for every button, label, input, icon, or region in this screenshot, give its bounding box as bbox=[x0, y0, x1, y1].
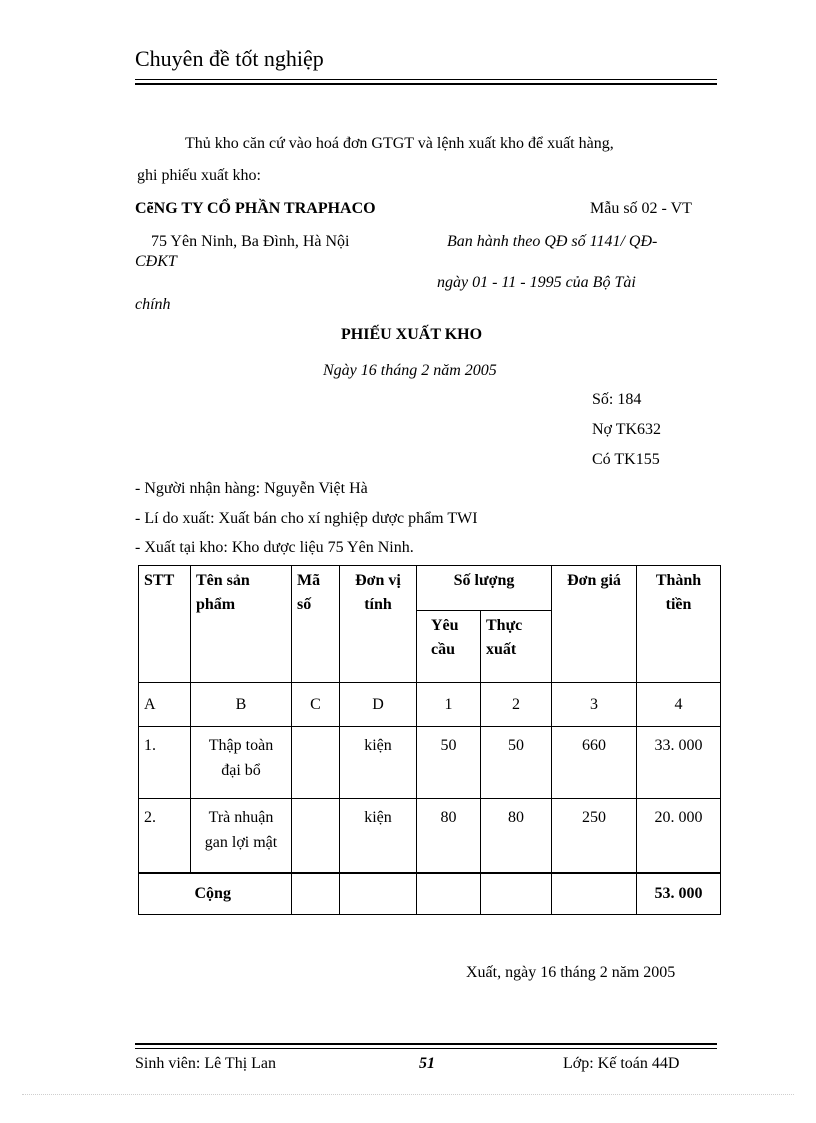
table-row bbox=[139, 727, 721, 799]
row-amount: 20. 000 bbox=[637, 799, 721, 873]
slip-number: Số: 184 bbox=[592, 391, 642, 408]
footer-page-number: 51 bbox=[419, 1055, 435, 1072]
total-label: Cộng bbox=[191, 873, 292, 915]
table-row bbox=[139, 799, 721, 873]
row-actual: 80 bbox=[481, 799, 552, 873]
row-product-name: Thập toàn đại bổ bbox=[191, 727, 292, 799]
slip-date: Ngày 16 tháng 2 năm 2005 bbox=[323, 362, 497, 379]
header-amount: Thành tiền bbox=[637, 566, 721, 683]
code-cell: 3 bbox=[552, 683, 637, 727]
slip-title: PHIẾU XUẤT KHO bbox=[341, 326, 483, 343]
header-unit: Đơn vị tính bbox=[340, 566, 417, 683]
decree-line-1: Ban hành theo QĐ số 1141/ QĐ- bbox=[447, 233, 658, 250]
code-cell: 4 bbox=[637, 683, 721, 727]
header-product-name: Tên sản phẩm bbox=[191, 566, 292, 683]
form-number: Mẫu số 02 - VT bbox=[590, 200, 692, 217]
row-actual: 50 bbox=[481, 727, 552, 799]
code-cell: 2 bbox=[481, 683, 552, 727]
row-unit-price: 660 bbox=[552, 727, 637, 799]
receiver-line: - Người nhận hàng: Nguyễn Việt Hà bbox=[135, 480, 368, 497]
warehouse-line: - Xuất tại kho: Kho dược liệu 75 Yên Ninh. bbox=[135, 539, 414, 556]
header-unit-price: Đơn giá bbox=[552, 566, 637, 683]
intro-line-1: Thủ kho căn cứ vào hoá đơn GTGT và lệnh xuất kho để xuất hàng, bbox=[185, 135, 614, 152]
row-stt: 2. bbox=[139, 799, 191, 873]
decree-line-4: chính bbox=[135, 296, 171, 313]
row-unit: kiện bbox=[340, 799, 417, 873]
row-amount: 33. 000 bbox=[637, 727, 721, 799]
signoff-date: Xuất, ngày 16 tháng 2 năm 2005 bbox=[466, 964, 676, 981]
header-rule-thick bbox=[135, 83, 717, 85]
credit-account: Có TK155 bbox=[592, 451, 660, 468]
company-name: CẽNG TY CỔ PHẦN TRAPHACO bbox=[135, 200, 376, 217]
table-total-row bbox=[139, 873, 721, 915]
decree-line-2: CĐKT bbox=[135, 253, 177, 270]
code-cell: 1 bbox=[417, 683, 481, 727]
company-address: 75 Yên Ninh, Ba Đình, Hà Nội bbox=[151, 233, 350, 250]
table-header-row bbox=[139, 566, 721, 611]
header-code: Mã số bbox=[292, 566, 340, 683]
reason-line: - Lí do xuất: Xuất bán cho xí nghiệp dược phẩm TWI bbox=[135, 510, 478, 527]
row-product-name: Trà nhuận gan lợi mật bbox=[191, 799, 292, 873]
row-unit-price: 250 bbox=[552, 799, 637, 873]
header-rule-thin bbox=[135, 79, 717, 80]
row-code bbox=[292, 727, 340, 799]
row-stt: 1. bbox=[139, 727, 191, 799]
debit-account: Nợ TK632 bbox=[592, 421, 662, 438]
row-code bbox=[292, 799, 340, 873]
header-requested: Yêu cầu bbox=[417, 611, 481, 683]
header-quantity: Số lượng bbox=[417, 566, 552, 611]
intro-line-2: ghi phiếu xuất kho: bbox=[137, 167, 261, 184]
decree-line-3: ngày 01 - 11 - 1995 của Bộ Tài bbox=[437, 274, 636, 291]
goods-table bbox=[138, 565, 721, 915]
code-cell: D bbox=[340, 683, 417, 727]
code-cell: A bbox=[139, 683, 191, 727]
header-stt: STT bbox=[139, 566, 191, 683]
page-bottom-dotted-line bbox=[22, 1094, 794, 1095]
row-unit: kiện bbox=[340, 727, 417, 799]
code-cell: C bbox=[292, 683, 340, 727]
footer-rule-thick bbox=[135, 1043, 717, 1045]
table-code-row bbox=[139, 683, 721, 727]
row-requested: 80 bbox=[417, 799, 481, 873]
page-header-title: Chuyên đề tốt nghiệp bbox=[135, 46, 324, 71]
row-requested: 50 bbox=[417, 727, 481, 799]
total-amount: 53. 000 bbox=[637, 873, 721, 915]
footer-student: Sinh viên: Lê Thị Lan bbox=[135, 1055, 277, 1072]
code-cell: B bbox=[191, 683, 292, 727]
footer-rule-thin bbox=[135, 1048, 717, 1049]
header-actual: Thực xuất bbox=[481, 611, 552, 683]
footer-class: Lớp: Kế toán 44D bbox=[563, 1055, 680, 1072]
